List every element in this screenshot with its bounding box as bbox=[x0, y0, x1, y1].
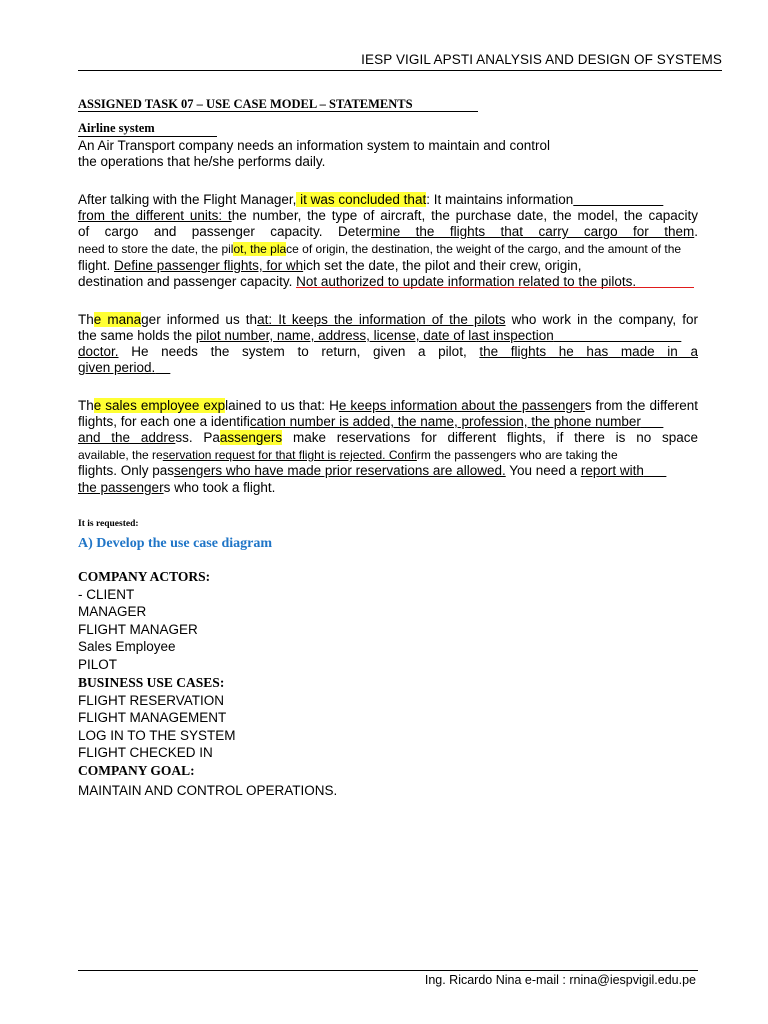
footer-text: Ing. Ricardo Nina e-mail : rnina@iespvigil.edu.pe bbox=[424, 973, 696, 987]
use-case-item: FLIGHT CHECKED IN bbox=[78, 745, 213, 760]
actor-item: MANAGER bbox=[78, 604, 147, 619]
para1-line-5: flight. Define passenger flights, for which set the date, the pilot and their crew, origin, bbox=[78, 258, 582, 273]
highlight: e mana bbox=[93, 312, 142, 327]
para2-line-2: the same holds the pilot number, name, address, license, date of last inspection bbox=[78, 328, 554, 343]
actors-heading: COMPANY ACTORS: bbox=[78, 569, 211, 584]
para1-line-6: destination and passenger capacity. Not authorized to update information related to the pilots. bbox=[78, 274, 637, 289]
section-title: Airline system bbox=[78, 121, 217, 137]
para3-line-2: flights, for each one a identification number is added, the name, profession, the phone number bbox=[78, 414, 641, 429]
requested-label: It is requested: bbox=[78, 519, 139, 529]
header-rule bbox=[78, 70, 722, 71]
highlight: it was concluded that bbox=[296, 192, 427, 207]
para3-line-3: and the address. Paassengers make reservations for different flights, if there is no space bbox=[78, 430, 698, 445]
footer-rule bbox=[78, 970, 698, 971]
para3-line-6: the passengers who took a flight. bbox=[78, 480, 276, 495]
para1-line-1: After talking with the Flight Manager, it was concluded that: It maintains information bbox=[78, 192, 574, 207]
actor-item: PILOT bbox=[78, 657, 118, 672]
para3-line-1: The sales employee explained to us that: He keeps information about the passengers from the different bbox=[78, 398, 698, 413]
highlight: ot, the pla bbox=[233, 242, 287, 256]
highlight: assengers bbox=[219, 430, 283, 445]
para2-line-4: given period. bbox=[78, 360, 156, 375]
para2-line-1: The manager informed us that: It keeps the information of the pilots who work in the company, for bbox=[78, 312, 699, 327]
goal-heading: COMPANY GOAL: bbox=[78, 763, 195, 778]
actor-item: FLIGHT MANAGER bbox=[78, 622, 198, 637]
use-case-item: LOG IN TO THE SYSTEM bbox=[78, 728, 236, 743]
para1-line-3: of cargo and passenger capacity. Determine the flights that carry cargo for them. bbox=[78, 224, 698, 239]
para3-line-4: available, the reservation request for that flight is rejected. Confirm the passengers who are taking the bbox=[78, 448, 618, 462]
intro-line-1: An Air Transport company needs an information system to maintain and control bbox=[78, 138, 550, 153]
red-underline bbox=[296, 287, 694, 288]
actor-item: - CLIENT bbox=[78, 587, 135, 602]
goal-text: MAINTAIN AND CONTROL OPERATIONS. bbox=[78, 783, 338, 798]
intro-line-2: the operations that he/she performs daily. bbox=[78, 154, 326, 169]
task-title: ASSIGNED TASK 07 – USE CASE MODEL – STATEMENTS bbox=[78, 97, 478, 112]
develop-heading: A) Develop the use case diagram bbox=[78, 536, 273, 551]
highlight: e sales employee exp bbox=[93, 398, 226, 413]
para2-line-3: doctor. He needs the system to return, given a pilot, the flights he has made in a bbox=[78, 344, 698, 359]
use-case-item: FLIGHT MANAGEMENT bbox=[78, 710, 227, 725]
actor-item: Sales Employee bbox=[78, 639, 176, 654]
header-title: IESP VIGIL APSTI ANALYSIS AND DESIGN OF SYSTEMS bbox=[361, 52, 722, 67]
para3-line-5: flights. Only passengers who have made prior reservations are allowed. You need a report with bbox=[78, 463, 644, 478]
use-cases-heading: BUSINESS USE CASES: bbox=[78, 675, 225, 690]
use-case-item: FLIGHT RESERVATION bbox=[78, 693, 225, 708]
para1-line-2: from the different units: the number, the type of aircraft, the purchase date, the model, the capacity bbox=[78, 208, 699, 223]
para1-line-4: need to store the date, the pilot, the place of origin, the destination, the weight of the cargo, and the amount of the bbox=[78, 242, 682, 256]
